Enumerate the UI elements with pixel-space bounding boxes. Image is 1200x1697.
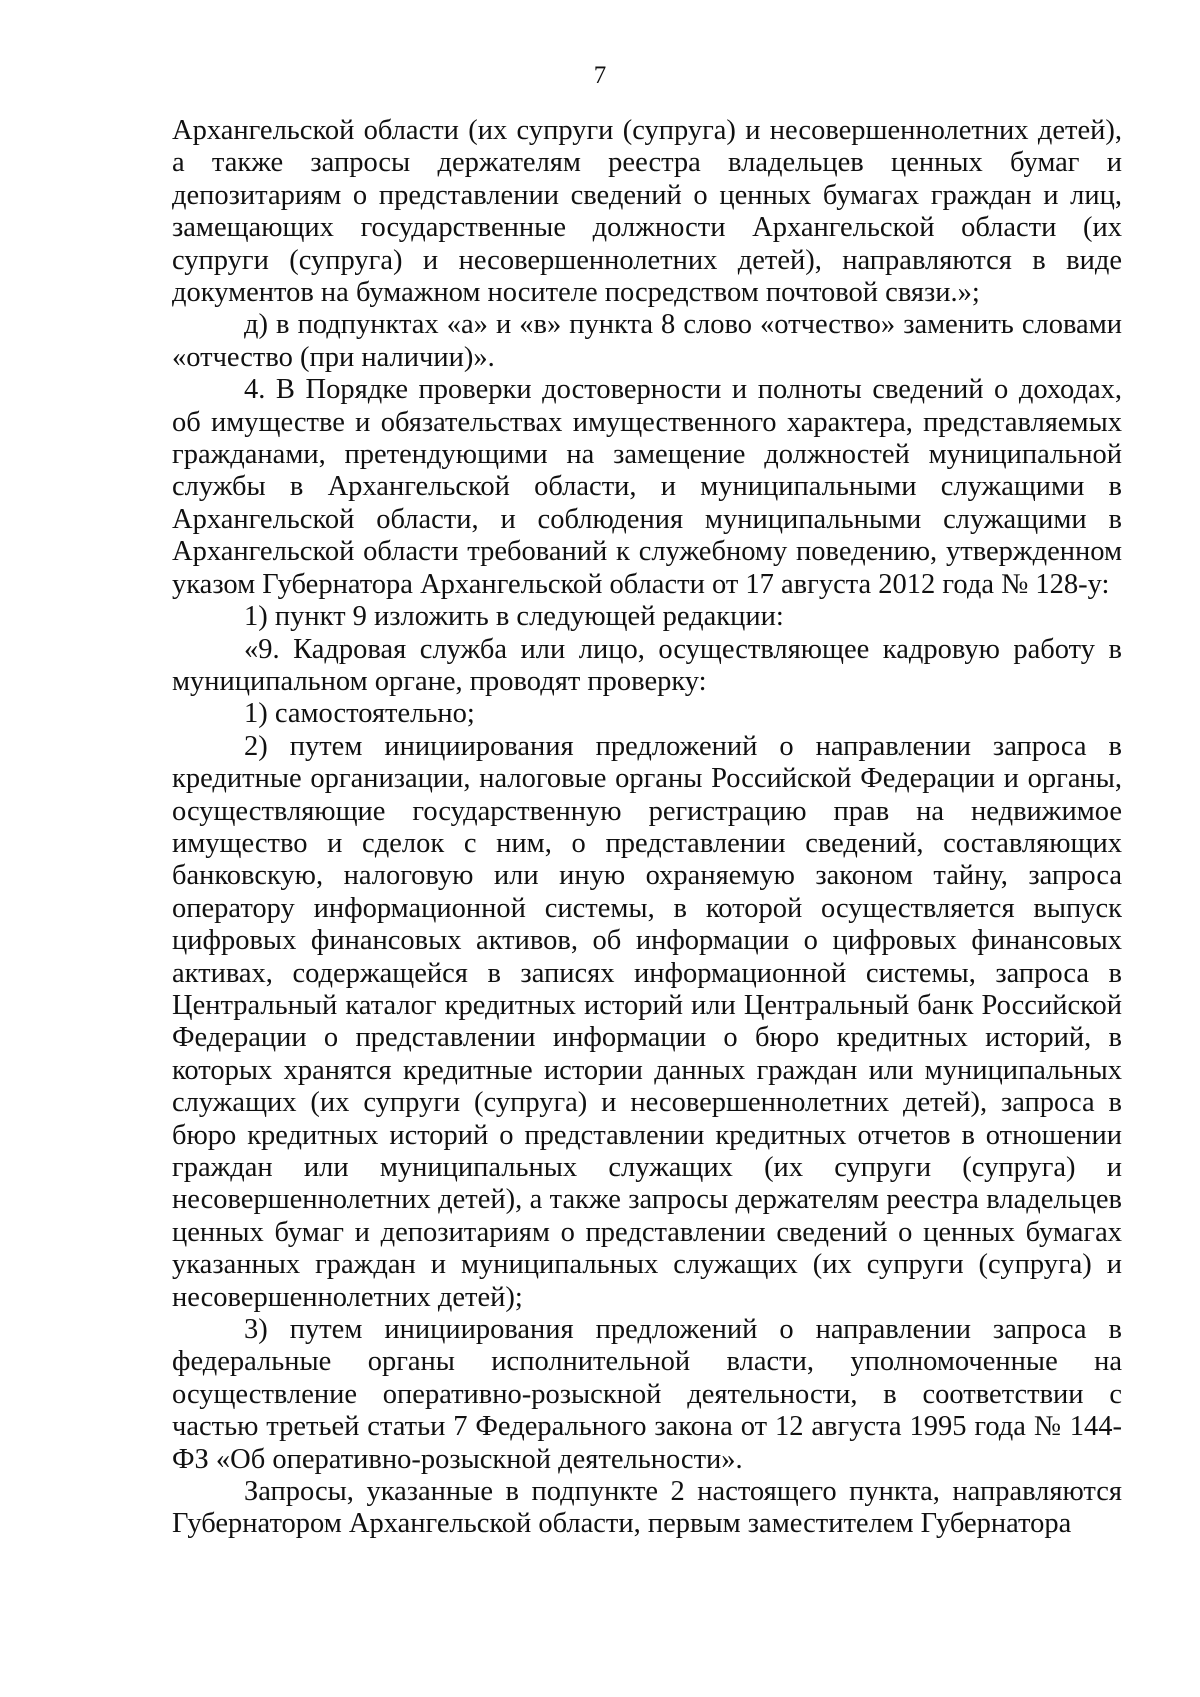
document-body [172,115,1122,1541]
paragraph-subitem-d: д) в подпунктах «а» и «в» пункта 8 слово «отчество» заменить словами «отчество (при наличии)». [172,309,1122,373]
paragraph-clause-9-item-2: 2) путем инициирования предложений о направлении запроса в кредитные организации, налоговые органы Российской Федерации и органы, осуществляющие государственную регистрацию прав на недвижимое имущество и сделок с ним, о представлении сведений, составляющих банковскую, налоговую или иную охраняемую законом тайну, запроса оператору информационной системы, в которой осуществляется выпуск цифровых финансовых активов, об информации о цифровых финансовых активах, содержащейся в записях информационной системы, запроса в Центральный каталог кредитных историй или Центральный банк Российской Федерации о представлении информации о бюро кредитных историй, в которых хранятся кредитные истории данных граждан или муниципальных служащих (их супруги (супруга) и несовершеннолетних детей), запроса в бюро кредитных историй о представлении кредитных отчетов в отношении граждан или муниципальных служащих (их супруги (супруга) и несовершеннолетних детей), а также запросы держателям реестра владельцев ценных бумаг и депозитариям о представлении сведений о ценных бумагах указанных граждан и муниципальных служащих (их супруги (супруга) и несовершеннолетних детей); [172,730,1122,1313]
paragraph-subitem-1: 1) пункт 9 изложить в следующей редакции: [244,601,784,633]
paragraph-requests: Запросы, указанные в подпункте 2 настоящего пункта, направляются Губернатором Архангельской области, первым заместителем Губернатора [172,1476,1122,1540]
paragraph-clause-9-item-1: 1) самостоятельно; [244,698,475,730]
paragraph-item-4: 4. В Порядке проверки достоверности и полноты сведений о доходах, об имуществе и обязательствах имущественного характера, представляемых гражданами, претендующими на замещение должностей муниципальной службы в Архангельской области, и муниципальными служащими в Архангельской области, и соблюдения муниципальными служащими в Архангельской области требований к служебному поведению, утвержденном указом Губернатора Архангельской области от 17 августа 2012 года № 128-у: [172,374,1122,600]
page-number: 7 [593,62,607,89]
paragraph-clause-9: «9. Кадровая служба или лицо, осуществляющее кадровую работу в муниципальном органе, проводят проверку: [172,633,1122,697]
paragraph-clause-9-item-3: 3) путем инициирования предложений о направлении запроса в федеральные органы исполнительной власти, уполномоченные на осуществление оперативно-розыскной деятельности, в соответствии с частью третьей статьи 7 Федерального закона от 12 августа 1995 года № 144-ФЗ «Об оперативно-розыскной деятельности». [172,1314,1122,1475]
paragraph-continuation: Архангельской области (их супруги (супруга) и несовершеннолетних детей), а также запросы держателям реестра владельцев ценных бумаг и депозитариям о представлении сведений о ценных бумагах граждан и лиц, замещающих государственные должности Архангельской области (их супруги (супруга) и несовершеннолетних детей), направляются в виде документов на бумажном носителе посредством почтовой связи.»; [172,115,1122,309]
